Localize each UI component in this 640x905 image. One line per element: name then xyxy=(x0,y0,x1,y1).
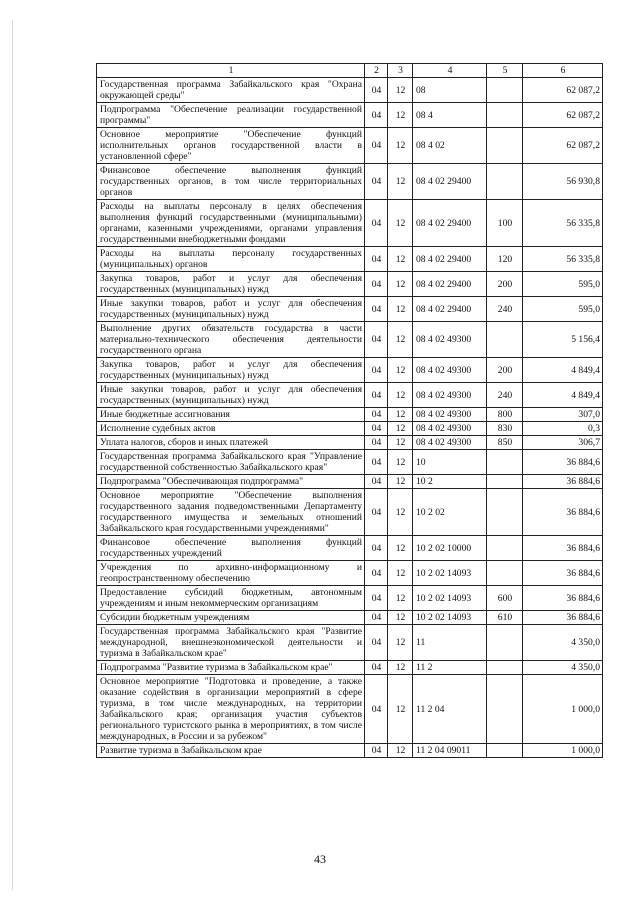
row-name: Закупка товаров, работ и услуг для обеспечения государственных (муниципальных) нужд xyxy=(97,358,365,383)
row-target-article-code: 10 2 02 14093 xyxy=(413,611,487,625)
row-name: Финансовое обеспечение выполнения функций государственных органов, в том числе территориальных органов xyxy=(97,164,365,200)
row-section-code: 04 xyxy=(365,247,388,272)
row-target-article-code: 11 2 04 xyxy=(413,675,487,744)
table-row xyxy=(97,272,603,297)
header-col-amount: 6 xyxy=(523,64,603,78)
row-section-code: 04 xyxy=(365,164,388,200)
row-section-code: 04 xyxy=(365,322,388,358)
table-row xyxy=(97,408,603,422)
row-target-article-code: 10 xyxy=(413,450,487,475)
row-expense-type-code xyxy=(487,78,523,103)
row-subsection-code: 12 xyxy=(388,661,413,675)
row-name: Уплата налогов, сборов и иных платежей xyxy=(97,436,365,450)
table-row xyxy=(97,200,603,247)
row-section-code: 04 xyxy=(365,436,388,450)
row-subsection-code: 12 xyxy=(388,675,413,744)
row-section-code: 04 xyxy=(365,422,388,436)
header-col-target-article: 4 xyxy=(413,64,487,78)
row-section-code: 04 xyxy=(365,611,388,625)
header-col-expense-type: 5 xyxy=(487,64,523,78)
row-section-code: 04 xyxy=(365,675,388,744)
row-name: Государственная программа Забайкальского края "Управление государственной собственностью Забайкальского края" xyxy=(97,450,365,475)
row-amount: 1 000,0 xyxy=(523,744,603,758)
row-section-code: 04 xyxy=(365,625,388,661)
row-amount: 36 884,6 xyxy=(523,536,603,561)
row-target-article-code: 10 2 02 14093 xyxy=(413,561,487,586)
row-name: Предоставление субсидий бюджетным, автономным учреждениям и иным некоммерческим организациям xyxy=(97,586,365,611)
row-expense-type-code xyxy=(487,489,523,536)
row-expense-type-code xyxy=(487,322,523,358)
row-subsection-code: 12 xyxy=(388,586,413,611)
row-subsection-code: 12 xyxy=(388,408,413,422)
row-amount: 5 156,4 xyxy=(523,322,603,358)
row-amount: 36 884,6 xyxy=(523,450,603,475)
table-row xyxy=(97,383,603,408)
row-expense-type-code: 240 xyxy=(487,383,523,408)
row-subsection-code: 12 xyxy=(388,247,413,272)
row-name: Субсидии бюджетным учреждениям xyxy=(97,611,365,625)
header-col-subsection: 3 xyxy=(388,64,413,78)
row-subsection-code: 12 xyxy=(388,128,413,164)
row-amount: 307,0 xyxy=(523,408,603,422)
table-row xyxy=(97,322,603,358)
row-subsection-code: 12 xyxy=(388,422,413,436)
table-row xyxy=(97,128,603,164)
row-target-article-code: 10 2 02 10000 xyxy=(413,536,487,561)
row-expense-type-code xyxy=(487,661,523,675)
row-name: Иные закупки товаров, работ и услуг для обеспечения государственных (муниципальных) нужд xyxy=(97,297,365,322)
row-expense-type-code xyxy=(487,675,523,744)
row-amount: 0,3 xyxy=(523,422,603,436)
row-amount: 36 884,6 xyxy=(523,489,603,536)
table-row xyxy=(97,422,603,436)
row-amount: 56 335,8 xyxy=(523,200,603,247)
row-expense-type-code: 240 xyxy=(487,297,523,322)
table-row xyxy=(97,450,603,475)
table-row xyxy=(97,661,603,675)
row-name: Иные бюджетные ассигнования xyxy=(97,408,365,422)
row-target-article-code: 08 4 02 49300 xyxy=(413,383,487,408)
row-target-article-code: 08 4 02 49300 xyxy=(413,408,487,422)
row-expense-type-code xyxy=(487,561,523,586)
row-name: Основное мероприятие "Обеспечение выполнения государственного задания подведомственными Департаменту государственного имущества и земельных отношений Забайкальского края государственными учреждениями" xyxy=(97,489,365,536)
row-section-code: 04 xyxy=(365,383,388,408)
row-amount: 306,7 xyxy=(523,436,603,450)
header-col-name: 1 xyxy=(97,64,365,78)
table-row xyxy=(97,78,603,103)
row-expense-type-code xyxy=(487,625,523,661)
row-amount: 36 884,6 xyxy=(523,611,603,625)
row-subsection-code: 12 xyxy=(388,383,413,408)
row-name: Основное мероприятие "Обеспечение функций исполнительных органов государственной власти в установленной сфере" xyxy=(97,128,365,164)
row-name: Расходы на выплаты персоналу в целях обеспечения выполнения функций государственными (муниципальными) органами, казенными учреждениями, органами управления государственными внебюджетными фондами xyxy=(97,200,365,247)
row-amount: 1 000,0 xyxy=(523,675,603,744)
row-amount: 62 087,2 xyxy=(523,78,603,103)
row-name: Закупка товаров, работ и услуг для обеспечения государственных (муниципальных) нужд xyxy=(97,272,365,297)
row-amount: 56 335,8 xyxy=(523,247,603,272)
row-amount: 4 849,4 xyxy=(523,358,603,383)
row-section-code: 04 xyxy=(365,78,388,103)
row-expense-type-code xyxy=(487,103,523,128)
row-expense-type-code xyxy=(487,164,523,200)
row-section-code: 04 xyxy=(365,272,388,297)
row-expense-type-code: 200 xyxy=(487,272,523,297)
row-section-code: 04 xyxy=(365,200,388,247)
row-name: Подпрограмма "Обеспечивающая подпрограмма" xyxy=(97,475,365,489)
row-subsection-code: 12 xyxy=(388,103,413,128)
row-section-code: 04 xyxy=(365,489,388,536)
row-subsection-code: 12 xyxy=(388,536,413,561)
row-expense-type-code: 200 xyxy=(487,358,523,383)
row-name: Развитие туризма в Забайкальском крае xyxy=(97,744,365,758)
row-amount: 4 350,0 xyxy=(523,625,603,661)
row-target-article-code: 08 4 02 29400 xyxy=(413,272,487,297)
row-amount: 4 849,4 xyxy=(523,383,603,408)
row-section-code: 04 xyxy=(365,744,388,758)
row-section-code: 04 xyxy=(365,561,388,586)
row-target-article-code: 08 4 02 29400 xyxy=(413,200,487,247)
table-body xyxy=(97,78,603,758)
row-subsection-code: 12 xyxy=(388,322,413,358)
row-target-article-code: 10 2 02 14093 xyxy=(413,586,487,611)
row-section-code: 04 xyxy=(365,297,388,322)
row-name: Государственная программа Забайкальского края "Развитие международной, внешнеэкономической деятельности и туризма в Забайкальском крае" xyxy=(97,625,365,661)
row-section-code: 04 xyxy=(365,103,388,128)
row-subsection-code: 12 xyxy=(388,272,413,297)
row-subsection-code: 12 xyxy=(388,625,413,661)
row-subsection-code: 12 xyxy=(388,561,413,586)
row-name: Государственная программа Забайкальского края "Охрана окружающей среды" xyxy=(97,78,365,103)
row-subsection-code: 12 xyxy=(388,78,413,103)
row-subsection-code: 12 xyxy=(388,358,413,383)
table-row xyxy=(97,164,603,200)
row-target-article-code: 08 4 02 49300 xyxy=(413,422,487,436)
row-target-article-code: 10 2 xyxy=(413,475,487,489)
scan-margin-line xyxy=(12,20,13,890)
row-name: Иные закупки товаров, работ и услуг для обеспечения государственных (муниципальных) нужд xyxy=(97,383,365,408)
row-name: Подпрограмма "Обеспечение реализации государственной программы" xyxy=(97,103,365,128)
row-target-article-code: 08 4 02 29400 xyxy=(413,247,487,272)
row-name: Основное мероприятие "Подготовка и проведение, а также оказание содействия в организации мероприятий в сфере туризма, в том числе международных, на территории Забайкальского края; организация участия субъектов регионального туристского рынка в мероприятиях, в том числе международных, в России и за рубежом" xyxy=(97,675,365,744)
row-name: Подпрограмма "Развитие туризма в Забайкальском крае" xyxy=(97,661,365,675)
row-amount: 595,0 xyxy=(523,297,603,322)
row-target-article-code: 08 4 02 29400 xyxy=(413,164,487,200)
row-target-article-code: 08 4 02 xyxy=(413,128,487,164)
row-target-article-code: 10 2 02 xyxy=(413,489,487,536)
table-row xyxy=(97,611,603,625)
table-row xyxy=(97,625,603,661)
row-expense-type-code: 800 xyxy=(487,408,523,422)
row-target-article-code: 11 2 xyxy=(413,661,487,675)
row-expense-type-code xyxy=(487,475,523,489)
row-expense-type-code: 830 xyxy=(487,422,523,436)
header-col-section: 2 xyxy=(365,64,388,78)
row-expense-type-code xyxy=(487,744,523,758)
row-target-article-code: 08 4 02 49300 xyxy=(413,358,487,383)
row-section-code: 04 xyxy=(365,408,388,422)
row-subsection-code: 12 xyxy=(388,611,413,625)
page-number: 43 xyxy=(314,852,326,866)
table-row xyxy=(97,489,603,536)
row-section-code: 04 xyxy=(365,586,388,611)
row-target-article-code: 08 xyxy=(413,78,487,103)
row-amount: 62 087,2 xyxy=(523,103,603,128)
row-target-article-code: 08 4 02 49300 xyxy=(413,436,487,450)
row-expense-type-code: 600 xyxy=(487,586,523,611)
row-section-code: 04 xyxy=(365,536,388,561)
table-row xyxy=(97,561,603,586)
row-subsection-code: 12 xyxy=(388,164,413,200)
table-row xyxy=(97,297,603,322)
table-row xyxy=(97,436,603,450)
row-amount: 595,0 xyxy=(523,272,603,297)
table-row xyxy=(97,744,603,758)
table-row xyxy=(97,586,603,611)
row-target-article-code: 08 4 xyxy=(413,103,487,128)
row-expense-type-code: 120 xyxy=(487,247,523,272)
row-subsection-code: 12 xyxy=(388,475,413,489)
row-expense-type-code: 610 xyxy=(487,611,523,625)
row-amount: 36 884,6 xyxy=(523,586,603,611)
table-row xyxy=(97,247,603,272)
row-name: Выполнение других обязательств государства в части материально-технического обеспечения деятельности государственного органа xyxy=(97,322,365,358)
row-expense-type-code xyxy=(487,536,523,561)
row-subsection-code: 12 xyxy=(388,297,413,322)
row-name: Расходы на выплаты персоналу государственных (муниципальных) органов xyxy=(97,247,365,272)
table-row xyxy=(97,536,603,561)
row-section-code: 04 xyxy=(365,358,388,383)
table-row xyxy=(97,675,603,744)
row-section-code: 04 xyxy=(365,128,388,164)
row-amount: 62 087,2 xyxy=(523,128,603,164)
row-amount: 4 350,0 xyxy=(523,661,603,675)
row-target-article-code: 11 xyxy=(413,625,487,661)
row-amount: 56 930,8 xyxy=(523,164,603,200)
row-subsection-code: 12 xyxy=(388,450,413,475)
row-subsection-code: 12 xyxy=(388,436,413,450)
row-expense-type-code xyxy=(487,128,523,164)
row-name: Учреждения по архивно-информационному и геопространственному обеспечению xyxy=(97,561,365,586)
row-section-code: 04 xyxy=(365,475,388,489)
row-subsection-code: 12 xyxy=(388,489,413,536)
row-target-article-code: 11 2 04 09011 xyxy=(413,744,487,758)
table-row xyxy=(97,103,603,128)
row-expense-type-code: 100 xyxy=(487,200,523,247)
row-expense-type-code xyxy=(487,450,523,475)
table-row xyxy=(97,475,603,489)
row-expense-type-code: 850 xyxy=(487,436,523,450)
row-amount: 36 884,6 xyxy=(523,561,603,586)
row-subsection-code: 12 xyxy=(388,744,413,758)
row-name: Финансовое обеспечение выполнения функций государственных учреждений xyxy=(97,536,365,561)
row-subsection-code: 12 xyxy=(388,200,413,247)
row-section-code: 04 xyxy=(365,450,388,475)
row-amount: 36 884,6 xyxy=(523,475,603,489)
row-target-article-code: 08 4 02 29400 xyxy=(413,297,487,322)
budget-table xyxy=(96,63,603,758)
table-row xyxy=(97,358,603,383)
table-header-row xyxy=(97,64,603,78)
row-target-article-code: 08 4 02 49300 xyxy=(413,322,487,358)
row-section-code: 04 xyxy=(365,661,388,675)
row-name: Исполнение судебных актов xyxy=(97,422,365,436)
